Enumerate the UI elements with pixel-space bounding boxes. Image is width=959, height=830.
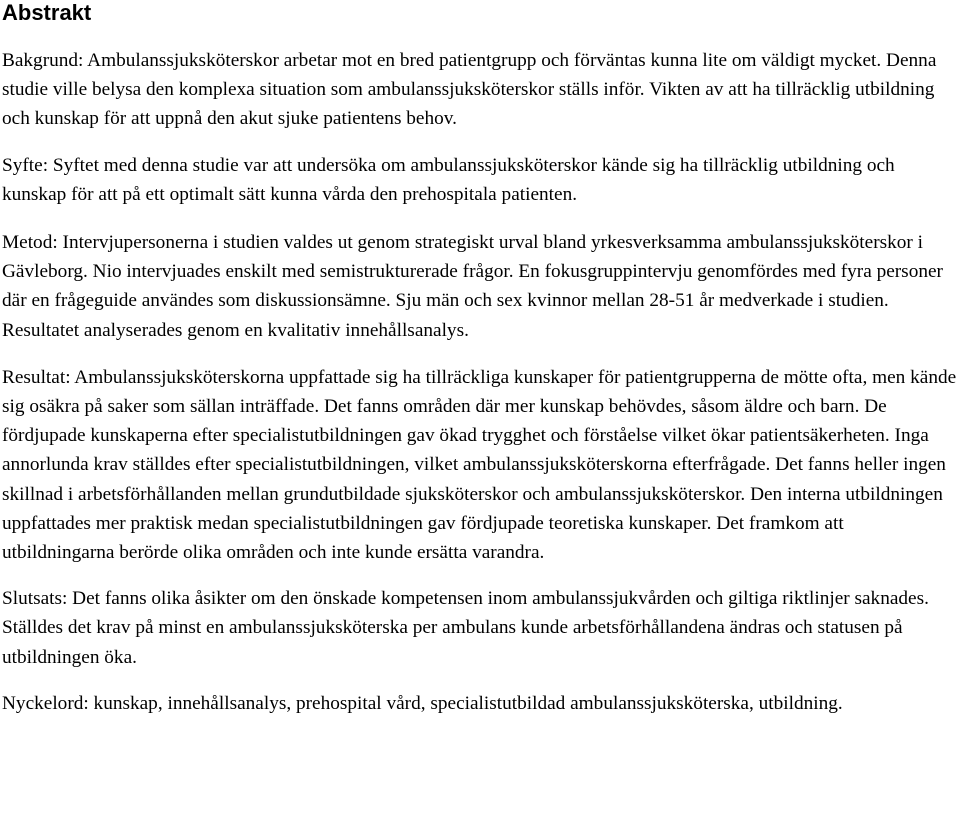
paragraph-bakgrund: Bakgrund: Ambulanssjuksköterskor arbetar mot en bred patientgrupp och förväntas kunna lite om väldigt mycket. Denna studie ville belysa den komplexa situation som ambulanssjuksköterskor ställs inför. Vikten av att ha tillräcklig utbildning och kunskap för att uppnå den akut sjuke patientens behov.: [2, 50, 937, 130]
document-page: [2, 0, 957, 718]
paragraph-slutsats: Slutsats: Det fanns olika åsikter om den önskade kompetensen inom ambulanssjukvården och giltiga riktlinjer saknades. Ställdes det krav på minst en ambulanssjuksköterska per ambulans kunde arbetsförhållandena ändras och statusen på utbildningen öka.: [2, 588, 929, 668]
paragraph-metod: Metod: Intervjupersonerna i studien valdes ut genom strategiskt urval bland yrkesverksamma ambulanssjuksköterskor i Gävleborg. Nio intervjuades enskilt med semistrukturerade frågor. En fokusgruppintervju genomfördes med fyra personer där en frågeguide användes som diskussionsämne. Sju män och sex kvinnor mellan 28-51 år medverkade i studien. Resultatet analyserades genom en kvalitativ innehållsanalys.: [2, 232, 943, 341]
paragraph-resultat: Resultat: Ambulanssjuksköterskorna uppfattade sig ha tillräckliga kunskaper för patientgrupperna de mötte ofta, men kände sig osäkra på saker som sällan inträffade. Det fanns områden där mer kunskap behövdes, såsom äldre och barn. De fördjupade kunskaperna efter specialistutbildningen gav ökad trygghet och förståelse vilket ökar patientsäkerheten. Inga annorlunda krav ställdes efter specialistutbildningen, vilket ambulanssjuksköterskorna efterfrågade. Det fanns heller ingen skillnad i arbetsförhållanden mellan grundutbildade sjuksköterskor och ambulanssjuksköterskor. Den interna utbildningen uppfattades mer praktisk medan specialistutbildningen gav fördjupade teoretiska kunskaper. Det framkom att utbildningarna berörde olika områden och inte kunde ersätta varandra.: [2, 366, 957, 564]
paragraph-nyckelord: Nyckelord: kunskap, innehållsanalys, prehospital vård, specialistutbildad ambulanssjuksköterska, utbildning.: [2, 692, 843, 714]
abstract-heading: Abstrakt: [2, 0, 92, 25]
paragraph-syfte: Syfte: Syftet med denna studie var att undersöka om ambulanssjuksköterskor kände sig ha tillräcklig utbildning och kunskap för att på ett optimalt sätt kunna vårda den prehospitala patienten.: [2, 154, 895, 205]
